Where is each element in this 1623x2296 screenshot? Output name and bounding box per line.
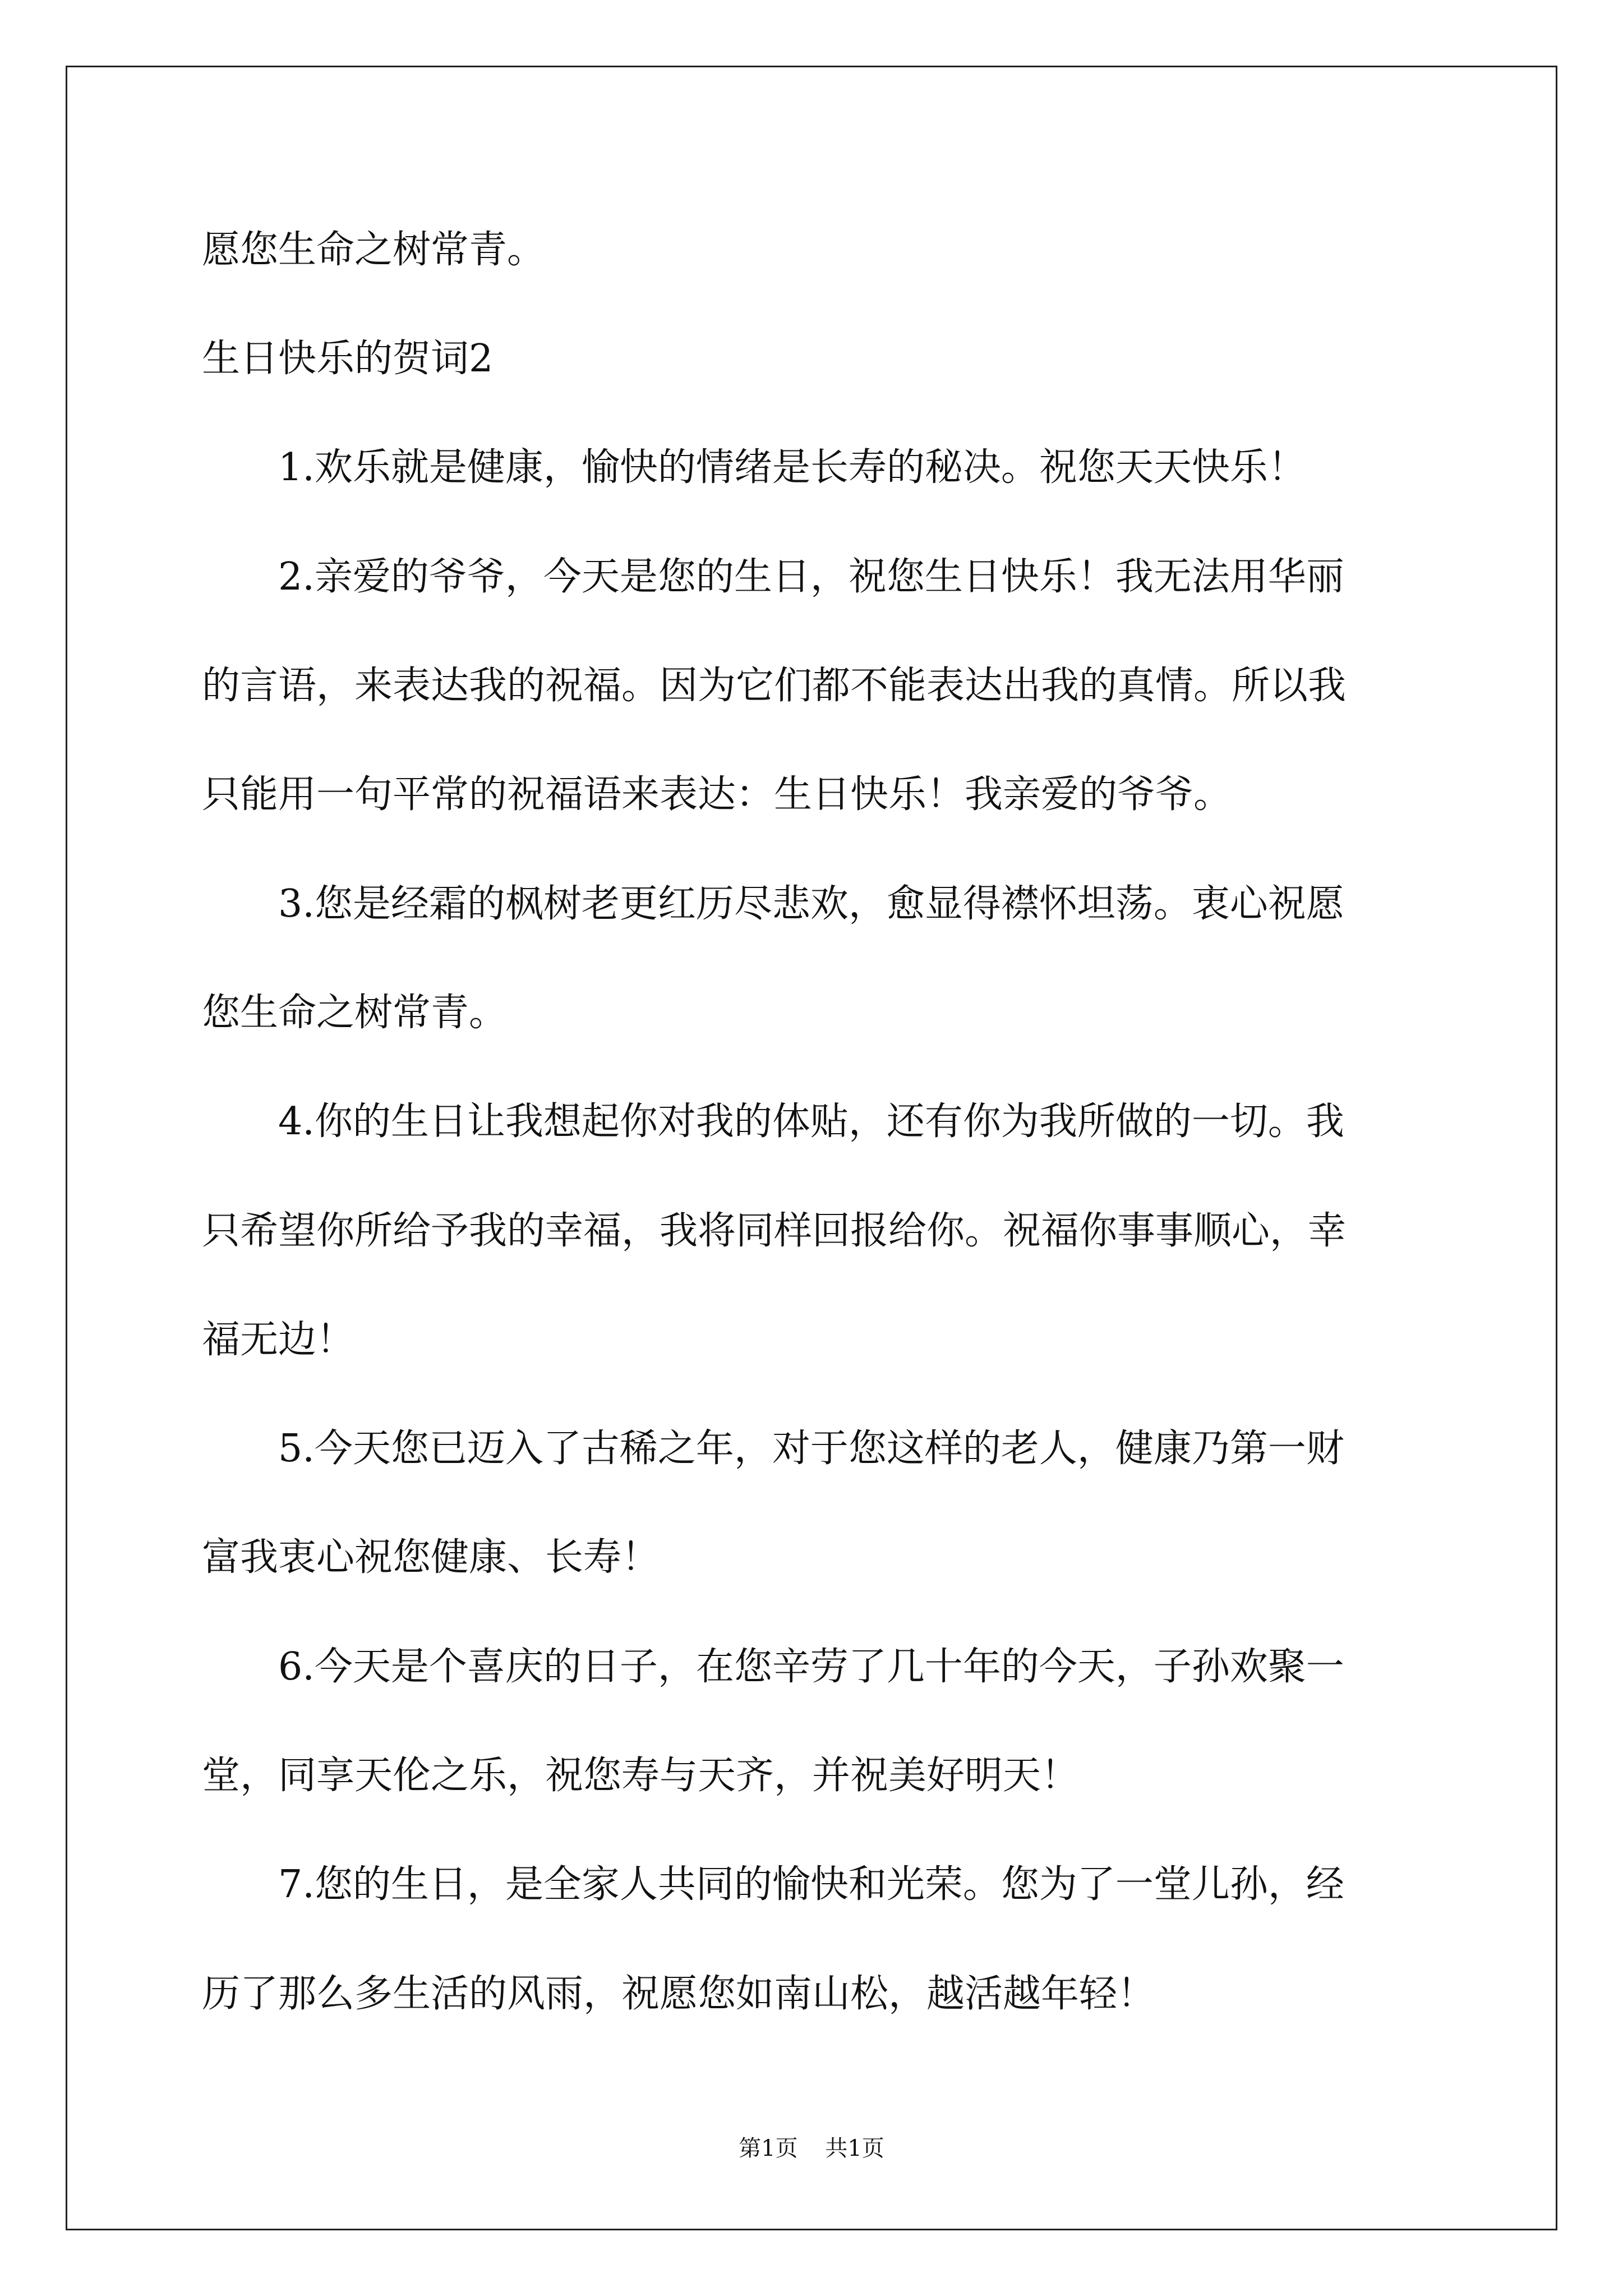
text-line: 只能用一句平常的祝福语来表达：生日快乐！我亲爱的爷爷。 [202, 772, 1232, 817]
text-line: 3.您是经霜的枫树老更红历尽悲欢，愈显得襟怀坦荡。衷心祝愿 [202, 882, 1344, 926]
text-line: 愿您生命之树常青。 [202, 228, 546, 272]
text-line: 福无边！ [202, 1318, 355, 1362]
text-line: 的言语，来表达我的祝福。因为它们都不能表达出我的真情。所以我 [202, 664, 1347, 708]
page-footer [0, 2131, 1623, 2162]
text-line: 富我衷心祝您健康、长寿！ [202, 1535, 660, 1580]
text-line: 堂，同享天伦之乐，祝您寿与天齐，并祝美好明天！ [202, 1754, 1080, 1798]
text-line: 2.亲爱的爷爷，今天是您的生日，祝您生日快乐！我无法用华丽 [202, 555, 1344, 599]
text-line: 只希望你所给予我的幸福，我将同样回报给你。祝福你事事顺心，幸 [202, 1209, 1347, 1253]
text-line: 5.今天您已迈入了古稀之年，对于您这样的老人，健康乃第一财 [202, 1427, 1344, 1471]
text-line: 1.欢乐就是健康，愉快的情绪是长寿的秘决。祝您天天快乐！ [202, 445, 1306, 490]
text-line: 历了那么多生活的风雨，祝愿您如南山松，越活越年轻！ [202, 1972, 1156, 2016]
text-line: 7.您的生日，是全家人共同的愉快和光荣。您为了一堂儿孙，经 [202, 1862, 1344, 1907]
page-total: 共1页 [825, 2136, 884, 2161]
text-line: 您生命之树常青。 [202, 991, 508, 1035]
text-line: 6.今天是个喜庆的日子，在您辛劳了几十年的今天，子孙欢聚一 [202, 1645, 1344, 1689]
page-number: 第1页 [739, 2136, 798, 2161]
text-line: 4.你的生日让我想起你对我的体贴，还有你为我所做的一切。我 [202, 1099, 1344, 1144]
section-heading: 生日快乐的贺词2 [202, 337, 494, 381]
